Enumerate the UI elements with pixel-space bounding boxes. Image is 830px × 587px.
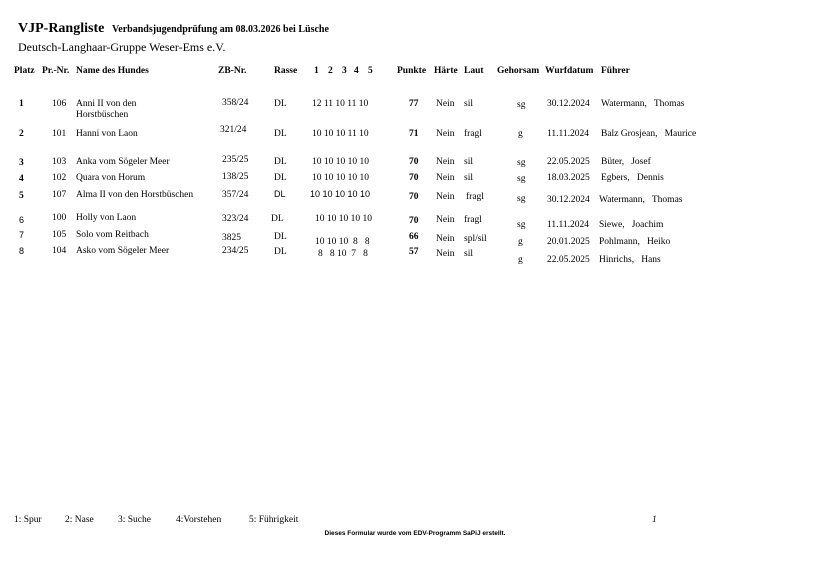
cell-wurfdatum: 30.12.2024 bbox=[547, 195, 590, 205]
cell-punkte: 66 bbox=[409, 232, 419, 242]
cell-wurfdatum: 20.01.2025 bbox=[547, 237, 590, 247]
cell-prnr: 101 bbox=[52, 129, 67, 139]
cell-fuehrer: Watermann, Thomas bbox=[601, 99, 685, 109]
cell-prnr: 106 bbox=[52, 99, 67, 109]
organization-name: Deutsch-Langhaar-Gruppe Weser-Ems e.V. bbox=[18, 40, 226, 54]
cell-gehorsam: sg bbox=[517, 158, 526, 168]
cell-haerte: Nein bbox=[436, 192, 455, 202]
cell-rasse: DL bbox=[274, 247, 287, 257]
cell-prnr: 102 bbox=[52, 173, 67, 183]
cell-scores: 10 10 10 10 10 bbox=[312, 157, 369, 167]
page-subtitle: Verbandsjugendprüfung am 08.03.2026 bei Lüsche bbox=[112, 24, 329, 35]
col-header-zbnr: ZB-Nr. bbox=[218, 66, 247, 76]
page-title: VJP-Rangliste bbox=[18, 21, 105, 36]
cell-platz: 7 bbox=[19, 230, 25, 240]
cell-scores: 10 10 10 8 8 bbox=[315, 237, 370, 247]
cell-punkte: 70 bbox=[409, 192, 419, 202]
col-header-fach-1: 1 bbox=[314, 66, 319, 76]
cell-fuehrer: Pohlmann, Heiko bbox=[599, 237, 671, 247]
cell-zbnr: 138/25 bbox=[222, 172, 249, 182]
cell-rasse: DL bbox=[274, 157, 287, 167]
cell-name: Solo vom Reitbach bbox=[76, 230, 149, 240]
cell-fuehrer: Siewe, Joachim bbox=[599, 220, 664, 230]
legend-item-suche: 3: Suche bbox=[118, 515, 151, 525]
cell-platz: 6 bbox=[19, 215, 25, 225]
cell-name: Asko vom Sögeler Meer bbox=[76, 246, 170, 256]
col-header-punkte: Punkte bbox=[397, 66, 427, 76]
cell-wurfdatum: 22.05.2025 bbox=[547, 157, 590, 167]
cell-laut: sil bbox=[464, 249, 473, 259]
cell-haerte: Nein bbox=[436, 99, 455, 109]
cell-zbnr: 357/24 bbox=[222, 190, 249, 200]
cell-rasse: DL bbox=[271, 214, 284, 224]
cell-zbnr: 321/24 bbox=[220, 125, 247, 135]
cell-laut: spl/sil bbox=[464, 234, 487, 244]
cell-scores: 12 11 10 11 10 bbox=[312, 99, 369, 109]
cell-platz: 3 bbox=[19, 158, 24, 168]
cell-gehorsam: sg bbox=[517, 174, 526, 184]
cell-laut: fragl bbox=[464, 215, 482, 225]
cell-prnr: 104 bbox=[52, 246, 67, 256]
col-header-fach-5: 5 bbox=[368, 66, 373, 76]
cell-punkte: 77 bbox=[409, 99, 419, 109]
cell-fuehrer: Egbers, Dennis bbox=[601, 173, 664, 183]
cell-fuehrer: Watermann, Thomas bbox=[599, 195, 683, 205]
cell-prnr: 100 bbox=[52, 213, 67, 223]
cell-scores: 8 8 10 7 8 bbox=[318, 249, 368, 259]
col-header-laut: Laut bbox=[464, 66, 484, 76]
cell-name: Hanni von Laon bbox=[76, 129, 138, 139]
cell-name: Quara von Horum bbox=[76, 173, 146, 183]
col-header-haerte: Härte bbox=[434, 66, 458, 76]
cell-gehorsam: sg bbox=[517, 220, 526, 230]
cell-scores: 10 10 10 11 10 bbox=[312, 129, 369, 139]
cell-laut: fragl bbox=[464, 129, 482, 139]
cell-wurfdatum: 22.05.2025 bbox=[547, 255, 590, 265]
cell-laut: fragl bbox=[466, 192, 484, 202]
legend-item-spur: 1: Spur bbox=[14, 515, 42, 525]
cell-fuehrer: Hinrichs, Hans bbox=[599, 255, 661, 265]
col-header-name: Name des Hundes bbox=[76, 66, 149, 76]
cell-zbnr: 235/25 bbox=[222, 155, 249, 165]
cell-scores: 10 10 10 10 10 bbox=[312, 173, 369, 183]
cell-haerte: Nein bbox=[436, 249, 455, 259]
cell-laut: sil bbox=[464, 173, 473, 183]
col-header-fach-2: 2 bbox=[328, 66, 333, 76]
cell-wurfdatum: 11.11.2024 bbox=[547, 129, 590, 139]
cell-platz: 5 bbox=[19, 191, 24, 201]
cell-fuehrer: Büter, Josef bbox=[601, 157, 651, 167]
cell-name: Anka vom Sögeler Meer bbox=[76, 157, 170, 167]
cell-haerte: Nein bbox=[436, 129, 455, 139]
footer-note: Dieses Formular wurde vom EDV-Programm SaPiJ erstellt. bbox=[324, 530, 506, 537]
cell-scores: 10 10 10 10 10 bbox=[315, 214, 372, 224]
cell-gehorsam: g bbox=[518, 237, 523, 247]
cell-haerte: Nein bbox=[436, 173, 455, 183]
page-number: 1 bbox=[652, 515, 657, 525]
legend-item-fuehrigkeit: 5: Führigkeit bbox=[249, 515, 299, 525]
legend-item-vorstehen: 4:Vorstehen bbox=[176, 515, 222, 525]
cell-haerte: Nein bbox=[436, 157, 455, 167]
legend-item-nase: 2: Nase bbox=[65, 515, 94, 525]
cell-platz: 1 bbox=[19, 99, 24, 109]
cell-gehorsam: g bbox=[518, 255, 523, 265]
cell-punkte: 70 bbox=[409, 157, 419, 167]
cell-zbnr: 3825 bbox=[222, 233, 241, 243]
cell-wurfdatum: 30.12.2024 bbox=[547, 99, 590, 109]
col-header-fach-4: 4 bbox=[354, 66, 359, 76]
cell-rasse: DL bbox=[274, 99, 287, 109]
cell-gehorsam: sg bbox=[517, 194, 526, 204]
cell-rasse: DL bbox=[274, 232, 287, 242]
cell-rasse: DL bbox=[274, 129, 287, 139]
cell-name: Anni II von den bbox=[76, 99, 137, 109]
cell-punkte: 71 bbox=[409, 129, 419, 139]
cell-prnr: 105 bbox=[52, 230, 67, 240]
cell-platz: 2 bbox=[19, 129, 24, 139]
cell-laut: sil bbox=[464, 99, 473, 109]
cell-zbnr: 234/25 bbox=[222, 246, 249, 256]
col-header-fuehrer: Führer bbox=[601, 66, 630, 76]
cell-punkte: 70 bbox=[409, 216, 419, 226]
cell-rasse: DL bbox=[274, 189, 286, 199]
cell-prnr: 107 bbox=[52, 190, 67, 200]
col-header-fach-3: 3 bbox=[342, 66, 347, 76]
cell-laut: sil bbox=[464, 157, 473, 167]
cell-rasse: DL bbox=[274, 173, 287, 183]
cell-scores: 10 10 10 10 10 bbox=[310, 189, 371, 199]
cell-zbnr: 358/24 bbox=[222, 98, 249, 108]
cell-fuehrer: Balz Grosjean, Maurice bbox=[601, 129, 697, 139]
col-header-platz: Platz bbox=[14, 66, 35, 76]
col-header-gehorsam: Gehorsam bbox=[497, 66, 540, 76]
cell-name: Alma II von den Horstbüschen bbox=[76, 190, 194, 200]
col-header-prnr: Pr.-Nr. bbox=[42, 66, 70, 76]
cell-platz: 4 bbox=[19, 174, 24, 184]
col-header-rasse: Rasse bbox=[274, 66, 298, 76]
cell-name: Holly von Laon bbox=[76, 213, 137, 223]
cell-wurfdatum: 11.11.2024 bbox=[547, 220, 590, 230]
cell-zbnr: 323/24 bbox=[222, 214, 249, 224]
cell-name-line2: Horstbüschen bbox=[76, 110, 129, 120]
cell-platz: 8 bbox=[19, 246, 25, 256]
cell-gehorsam: g bbox=[518, 129, 523, 139]
cell-wurfdatum: 18.03.2025 bbox=[547, 173, 590, 183]
cell-haerte: Nein bbox=[436, 234, 455, 244]
cell-gehorsam: sg bbox=[517, 100, 526, 110]
cell-prnr: 103 bbox=[52, 157, 67, 167]
cell-punkte: 57 bbox=[409, 247, 419, 257]
cell-haerte: Nein bbox=[436, 215, 455, 225]
cell-punkte: 70 bbox=[409, 173, 419, 183]
col-header-wurfdatum: Wurfdatum bbox=[545, 66, 594, 76]
